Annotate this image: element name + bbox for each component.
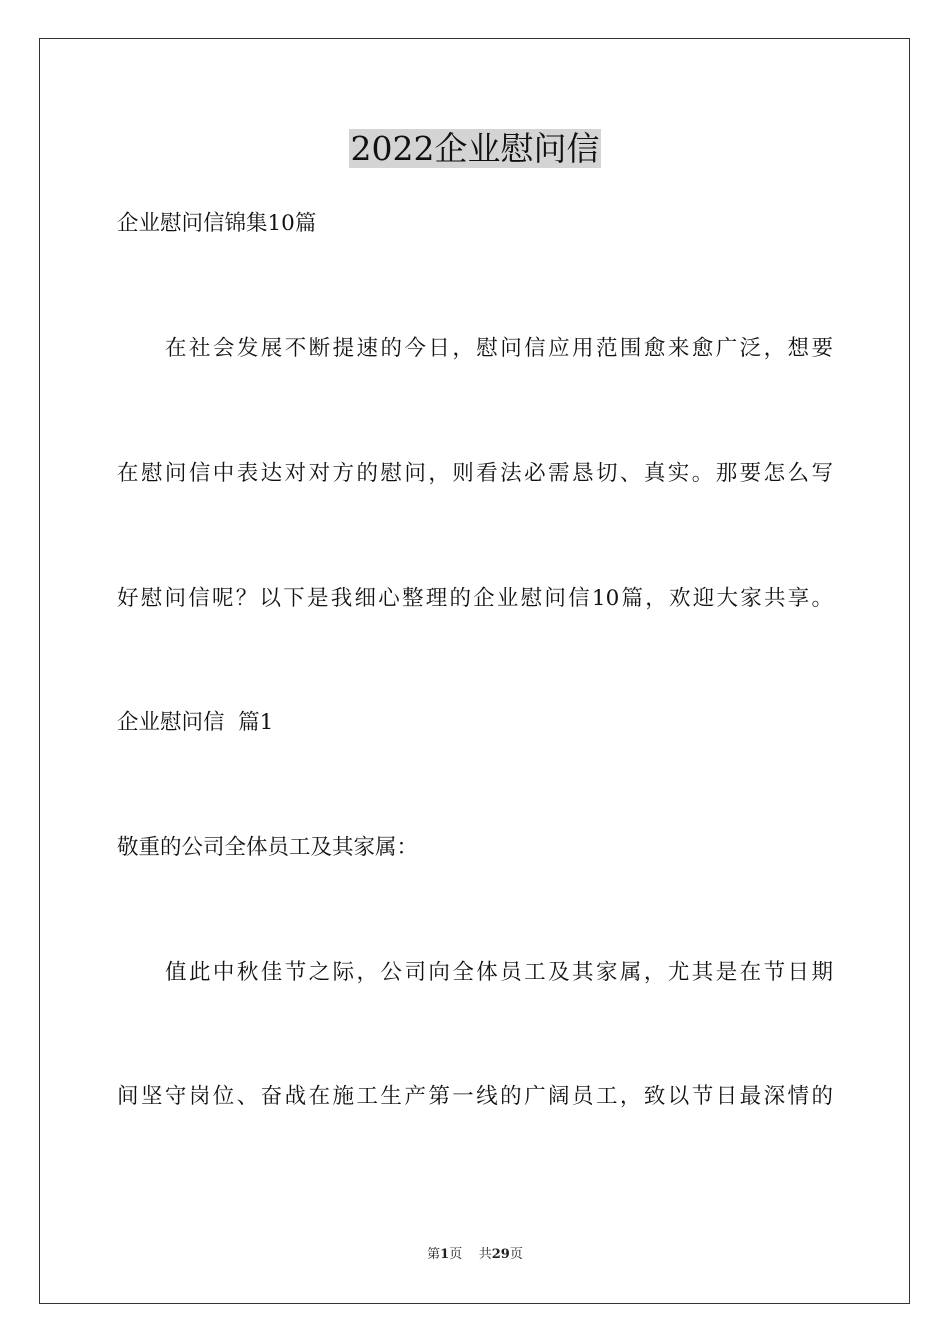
body-line-1: 值此中秋佳节之际，公司向全体员工及其家属，尤其是在节日期 bbox=[165, 960, 833, 985]
document-subtitle: 企业慰问信锦集10篇 bbox=[117, 211, 317, 236]
document-title-text: 2022企业慰问信 bbox=[350, 129, 600, 168]
document-title bbox=[0, 127, 950, 171]
footer-total-pages: 29 bbox=[491, 1247, 510, 1262]
footer-page-number: 1 bbox=[440, 1247, 450, 1262]
intro-line-3: 好慰问信呢？以下是我细心整理的企业慰问信10篇，欢迎大家共享。 bbox=[117, 586, 833, 611]
footer-mid: 页 共 bbox=[449, 1247, 492, 1262]
section-heading: 企业慰问信 篇1 bbox=[117, 710, 274, 735]
intro-line-2: 在慰问信中表达对对方的慰问，则看法必需恳切、真实。那要怎么写 bbox=[117, 461, 833, 486]
footer-suffix: 页 bbox=[509, 1247, 523, 1262]
body-line-2: 间坚守岗位、奋战在施工生产第一线的广阔员工，致以节日最深情的 bbox=[117, 1084, 833, 1109]
salutation: 敬重的公司全体员工及其家属： bbox=[117, 835, 419, 860]
intro-line-1: 在社会发展不断提速的今日，慰问信应用范围愈来愈广泛，想要 bbox=[165, 336, 833, 361]
page-footer bbox=[0, 1246, 950, 1264]
footer-prefix: 第 bbox=[427, 1247, 441, 1262]
